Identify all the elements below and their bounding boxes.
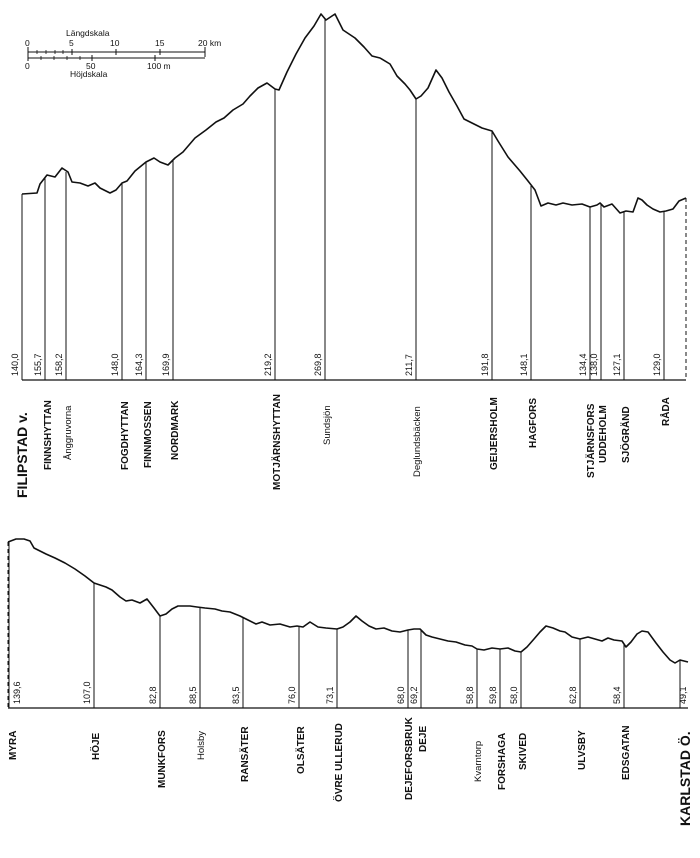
- station-name: OLSÄTER: [296, 726, 307, 774]
- elevation-label: 148,0: [110, 353, 120, 376]
- length-scale-bar: [25, 38, 221, 57]
- elevation-label: 62,8: [568, 686, 578, 704]
- elevation-label: 164,3: [134, 353, 144, 376]
- height-scale-title: Höjdskala: [70, 69, 108, 79]
- height-tick-label: 0: [25, 61, 30, 71]
- length-tick-label: 5: [69, 38, 74, 48]
- elevation-label: 58,8: [465, 686, 475, 704]
- height-scale-bar: [25, 55, 205, 71]
- elevation-label: 139,6: [12, 681, 22, 704]
- length-tick-label: 20 km: [198, 38, 222, 48]
- elevation-label: 107,0: [82, 681, 92, 704]
- elevation-label: 59,8: [488, 686, 498, 704]
- elevation-label: 169,9: [161, 353, 171, 376]
- height-tick-label: 100 m: [147, 61, 171, 71]
- length-tick-label: 10: [110, 38, 120, 48]
- elevation-label: 211,7: [404, 354, 414, 376]
- station-name: ÖVRE ULLERUD: [334, 723, 345, 802]
- elevation-label: 88,5: [188, 686, 198, 704]
- station-name: ULVSBY: [577, 730, 588, 770]
- elevation-label: 269,8: [313, 353, 323, 376]
- station-name: HAGFORS: [528, 398, 539, 448]
- length-scale-title: Längdskala: [66, 28, 110, 38]
- station-name: RÅDA: [661, 397, 672, 426]
- length-tick-label: 0: [25, 38, 30, 48]
- elevation-label: 148,1: [519, 353, 529, 376]
- elevation-label: 155,7: [33, 353, 43, 376]
- station-name: FINNSHYTTAN: [43, 400, 54, 470]
- station-name: Deglundsbäcken: [412, 406, 423, 477]
- station-name: MOTJÄRNSHYTTAN: [272, 394, 283, 490]
- elevation-label: 49,1: [678, 686, 688, 704]
- height-tick-label: 50: [86, 61, 96, 71]
- station-name: EDSGATAN: [621, 725, 632, 780]
- top-elevation-labels: [10, 353, 662, 376]
- elevation-label: 76,0: [287, 686, 297, 704]
- elevation-label: 134,4: [578, 353, 588, 376]
- station-name: HÖJE: [91, 732, 102, 760]
- top-profile: [10, 14, 686, 498]
- elevation-label: 58,4: [612, 686, 622, 704]
- elevation-label: 219,2: [263, 353, 273, 376]
- bottom-profile-line: [8, 539, 688, 663]
- station-name: DEJEFORSBRUK: [404, 717, 415, 800]
- elevation-label: 129,0: [652, 353, 662, 376]
- elevation-label: 68,0: [396, 686, 406, 704]
- elevation-label: 82,8: [148, 686, 158, 704]
- elevation-label: 158,2: [54, 353, 64, 376]
- top-station-drops: [22, 18, 664, 380]
- station-name: Kvarntorp: [473, 740, 484, 782]
- station-name: Sundsjön: [322, 405, 333, 445]
- length-tick-label: 15: [155, 38, 165, 48]
- station-name: UDDEHOLM: [598, 405, 609, 463]
- elevation-label: 138,0: [589, 353, 599, 376]
- station-name: GEIJERSHOLM: [489, 397, 500, 470]
- station-name: KARLSTAD Ö.: [677, 731, 693, 826]
- station-name: MUNKFORS: [157, 730, 168, 788]
- bottom-elevation-labels: [12, 681, 688, 704]
- station-name: DEJE: [418, 725, 429, 752]
- station-name: Holsby: [196, 730, 207, 760]
- bottom-station-names: [8, 716, 693, 826]
- station-name: Ånggruvorna: [63, 405, 74, 460]
- top-station-names: [14, 394, 672, 498]
- station-name: RANSÄTER: [240, 726, 251, 782]
- station-name: MYRA: [8, 730, 19, 760]
- station-name: STJÄRNSFORS: [586, 403, 597, 478]
- elevation-label: 191,8: [480, 353, 490, 376]
- station-name: FILIPSTAD v.: [14, 412, 30, 498]
- station-name: FINNMOSSEN: [143, 401, 154, 468]
- station-name: SKIVED: [518, 732, 529, 770]
- scale-block: [25, 28, 221, 79]
- bottom-profile: [8, 539, 693, 826]
- elevation-label: 69,2: [409, 686, 419, 704]
- station-name: SJÖGRÄND: [621, 406, 632, 463]
- station-name: NORDMARK: [170, 400, 181, 460]
- station-name: FORSHAGA: [497, 732, 508, 790]
- elevation-label: 58,0: [509, 686, 519, 704]
- elevation-label: 140,0: [10, 353, 20, 376]
- elevation-label: 127,1: [612, 353, 622, 376]
- elevation-label: 73,1: [325, 686, 335, 704]
- station-name: FOGDHYTTAN: [120, 401, 131, 470]
- elevation-label: 83,5: [231, 686, 241, 704]
